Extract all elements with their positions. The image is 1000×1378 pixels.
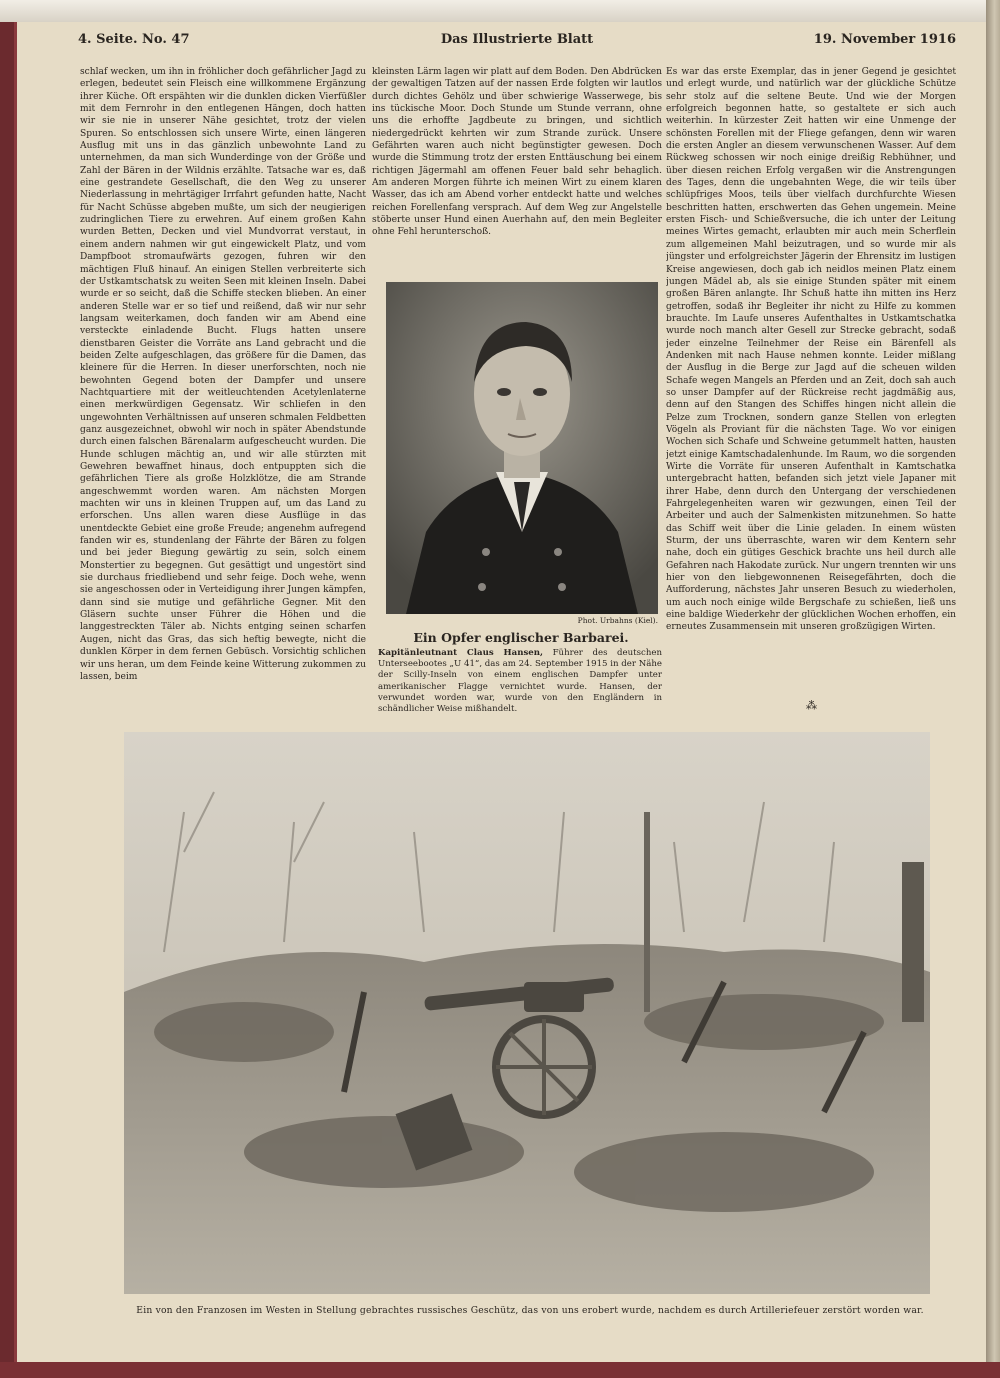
war-photo-illustration	[124, 732, 930, 1294]
page-header	[78, 32, 956, 52]
book-bottom-edge	[0, 1362, 1000, 1378]
portrait-illustration	[386, 282, 658, 614]
book-right-edge	[986, 0, 1000, 1378]
caption-text: Führer des deutschen Unterseebootes „U 41“, das am 24. September 1915 in der Nähe der Scilly-Inseln von einem englischen Dampfer unter amerikanischer Flagge vernichtet wurde. Hansen, der verwundet worden war, wurde von den Engländern in schändlicher Weise mißhandelt.	[378, 648, 663, 715]
caption-lead: Kapitänleutnant Claus Hansen,	[378, 648, 543, 658]
portrait-photo	[386, 282, 658, 614]
war-photo-caption: Ein von den Franzosen im Westen in Stellung gebrachtes russisches Geschütz, das von uns erobert wurde, nachdem es durch Artilleriefeuer zerstört worden war.	[136, 1305, 924, 1316]
masthead-title: Das Illustrierte Blatt	[440, 32, 594, 47]
war-photo	[124, 732, 930, 1294]
article-column-1: schlaf wecken, um ihn in fröhlicher doch gefährlicher Jagd zu erlegen, bedeutet sein Fleisch eine willkommene Ergänzung ihrer Küche. Oft erspähten wir die dunklen dicken Vierfüßler mit dem Fernrohr in den entlegenen Hängen, doch hatten wir sie nie in unserer Nähe gesichtet, trotz der vielen Spuren. So entschlossen sich unsere Wirte, einen längeren Ausflug mit uns in das gänzlich unbewohnte Land zu unternehmen, da man sich Wunderdinge von der Größe und Zahl der Bären in der Wildnis erzählte. Tatsache war es, daß eine gestrandete Gesellschaft, die den Weg zu unserer Niederlassung in mehrtägiger Irrfahrt gefunden hatte, Nacht für Nacht Schüsse abgeben mußte, um sich der neugierigen zudringlichen Tiere zu erwehren. Auf einem großen Kahn wurden Betten, Decken und viel Mundvorrat verstaut, in einem andern nahmen wir gut eingewickelt Platz, und vom Dampfboot stromaufwärts gezogen, fuhren wir den mächtigen Fluß hinauf. An einigen Stellen verbreiterte sich der Ustkamtschatsk zu weiten Seen mit kleinen Inseln. Dabei wurde er so seicht, daß die Schiffe stecken blieben. An einer anderen Stelle war er so tief und reißend, daß wir nur sehr langsam weiterkamen, doch fanden wir am Abend eine versteckte einladende Bucht. Flugs hatten unsere dienstbaren Geister die Vorräte ans Land gebracht und die beiden Zelte aufgeschlagen, das größere für die Damen, das kleinere für die Herren. In dieser unerforschten, noch nie bewohnten Gegend boten der Dampfer und unsere Nachtquartiere mit der weitleuchtenden Acetylenlaterne einen merkwürdigen Gegensatz. Wir schliefen in den ungewohnten Verhältnissen auf unseren schmalen Feldbetten ganz ausgezeichnet, obwohl wir noch in später Abendstunde durch einen falschen Bärenalarm aufgescheucht wurden. Die Hunde schlugen mächtig an, und wir alle stürzten mit Gewehren bewaffnet hinaus, doch entpuppten sich die gefährlichen Tiere als große Holzklötze, die am Strande angeschwemmt worden waren. Am nächsten Morgen machten wir uns in kleinen Truppen auf, um das Land zu erforschen. Uns allen waren diese Ausflüge in das unentdeckte Gebiet eine große Freude; angenehm aufregend fanden wir es, stundenlang der Fährte der Bären zu folgen und bei jeder Biegung gewärtig zu sein, solch einem Monstertier zu begegnen. Gut gesättigt und ungestört sind sie durchaus friedliebend und sehr feige. Doch wehe, wenn sie angeschossen oder in Verteidigung ihrer Jungen kämpfen, dann sind sie mutige und gefährliche Gegner. Mit den Gläsern suchte unser Führer die Höhen und die langgestreckten Täler ab. Nichts entging seinen scharfen Augen, nicht das Gras, das sich heftig bewegte, nicht die dunklen Körper in dem fernen Gebüsch. Vorsichtig schlichen wir uns heran, um dem Feinde keine Witterung zukommen zu lassen, beim	[80, 67, 366, 682]
article-column-3: Es war das erste Exemplar, das in jener Gegend je gesichtet und erlegt wurde, und natürlich war der glückliche Schütze sehr stolz auf die seltene Beute. Und wie der Morgen erfolgreich begonnen hatte, so gestaltete er sich auch weiterhin. In kürzester Zeit hatten wir eine Unmenge der schönsten Forellen mit der Fliege gefangen, denn wir waren die ersten Angler an diesem verwunschenen Wasser. Auf dem Rückweg schossen wir noch einige dreißig Rebhühner, und über diesen reichen Erfolg vergaßen wir die Anstrengungen des Tages, denn die ungebahnten Wege, die wir teils über schlüpfriges Moos, teils über vielfach durchfurchte Wiesen beschritten hatten, erschwerten das Gehen ungemein. Meine ersten Fisch- und Schießversuche, die ich unter der Leitung meines Wirtes gemacht, erlaubten mir auch mein Scherflein zum allgemeinen Mahl beizutragen, und so wurde mir als jüngster und erfolgreichster Jägerin der Ehrensitz im lustigen Kreise angewiesen, doch gab ich neidlos meinen Platz einem jungen Mädel ab, als sie einige Stunden später mit einem großen Bären anlangte. Ihr Schuß hatte ihn mitten ins Herz getroffen, sodaß ihr Begleiter ihr nicht zu Hilfe zu kommen brauchte. Im Laufe unseres Aufenthaltes in Ustkamtschatka wurde noch manch alter Gesell zur Strecke gebracht, sodaß jeder einzelne Teilnehmer der Reise ein Bärenfell als Andenken mit nach Hause nehmen konnte. Leider mißlang der Ausflug in die Berge zur Jagd auf die scheuen wilden Schafe wegen Mangels an Pferden und an Zeit, doch sah auch so unser Dampfer auf der Rückreise recht jagdmäßig aus, denn auf den Stangen des Schiffes hingen nicht allein die Pelze zum Trocknen, sondern ganze Stellen von erlegten Vögeln als Proviant für die nächsten Tage. Wo vor einigen Wochen sich Schafe und Schweine getummelt hatten, hausten jetzt einige Kamtschadalenhunde. Im Raum, wo die sorgenden Wirte die Vorräte für unseren Aufenthalt in Kamtschatka untergebracht hatten, befanden sich jetzt viele Japaner mit ihrer Habe, denn durch den Untergang der verschiedenen Fahrgelegenheiten waren wir gezwungen, einen Teil der Arbeiter und auch der Salmenkisten mitzunehmen. So hatte das Schiff weit über die Linie geladen. In einem wüsten Sturm, der uns überraschte, waren wir dem Kentern sehr nahe, doch ein gütiges Geschick brachte uns heil durch alle Gefahren nach Hakodate zurück. Nur ungern trennten wir uns hier von den liebgewonnenen Reisegefährten, doch die Aufforderung, nächstes Jahr unseren Besuch zu wiederholen, um auch noch einige wilde Bergschafe zu schießen, ließ uns eine baldige Wiederkehr der glücklichen Wochen erhoffen, ein erneutes Zusammensein mit unseren großzügigen Wirten.	[666, 67, 956, 633]
article-column-2: kleinsten Lärm lagen wir platt auf dem Boden. Den Abdrücken der gewaltigen Tatzen auf der nassen Erde folgten wir lautlos durch dichtes Gehölz und über schwierige Wasserwege, bis ins tückische Moor. Doch Stunde um Stunde verrann, ohne uns die erhoffte Jagdbeute zu bringen, und sichtlich niedergedrückt kehrten wir zum Strande zurück. Unsere Gefährten waren auch nicht begünstigter gewesen. Doch wurde die Stimmung trotz der ersten Enttäuschung bei einem richtigen Jägermahl am offenen Feuer bald sehr behaglich. Am anderen Morgen führte ich meinen Wirt zu einem klaren Wasser, das ich am Abend vorher entdeckt hatte und welches reichen Forellenfang versprach. Auf dem Weg zur Angelstelle stöberte unser Hund einen Auerhahn auf, den mein Begleiter ohne Fehl herunterschoß.	[372, 67, 662, 238]
page-number: 4. Seite. No. 47	[78, 32, 190, 47]
photo-credit: Phot. Urbahns (Kiel).	[577, 616, 658, 625]
section-end-mark: ⁂	[806, 699, 817, 712]
book-top-edge	[0, 0, 1000, 22]
portrait-caption-body	[378, 648, 662, 715]
portrait-caption-title: Ein Opfer englischer Barbarei.	[413, 630, 629, 645]
issue-date: 19. November 1916	[813, 32, 956, 47]
